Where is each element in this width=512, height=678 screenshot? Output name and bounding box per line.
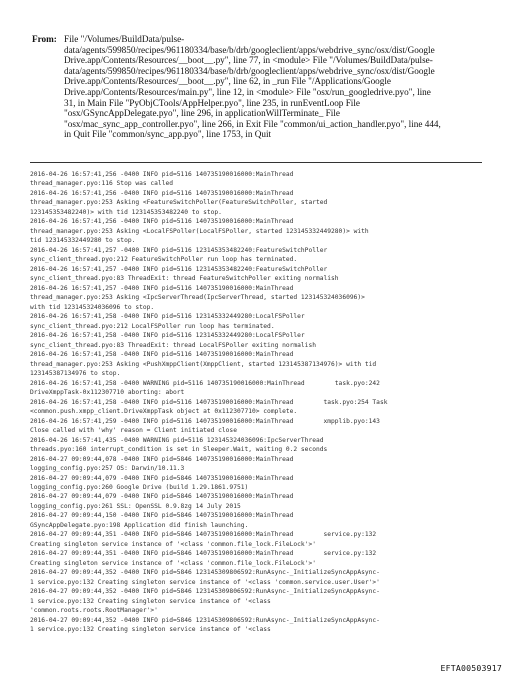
- from-value: File "/Volumes/BuildData/pulse- data/agents/599850/recipes/961180334/base/b/drb/googleclient/apps/webdrive_sync/osx/dist/Google Drive.app/Contents/Resources/__boot__.py", line 77, in <module> File "/Volumes/BuildData/pulse- data/agents/599850/recipes/961180334/base/b/drb/googleclient/apps/webdrive_sync/osx/dist/Google Drive.app/Contents/Resources/__boot__.py", line 62, in _run File "/Applications/Google Drive.app/Contents/Resources/main.py", line 12, in <module> File "osx/run_googledrive.pyo", line 31, in Main File "PyObjCTools/AppHelper.pyo", line 235, in runEventLoop File "osx/GSyncAppDelegate.pyo", line 296, in applicationWillTerminate_ File "osx/mac_sync_app_controller.pyo", line 266, in Exit File "common/ui_action_handler.pyo", line 444, in Quit File "common/sync_app.pyo", line 1753, in Quit: [64, 34, 441, 140]
- log-body: 2016-04-26 16:57:41,256 -0400 INFO pid=5116 140735190016000:MainThread thread_manager.pyo:116 Stop was called 2016-04-26 16:57:41,256 -0400 INFO pid=5116 140735190016000:MainThread thread_manager.pyo:253 Asking <FeatureSwitchPoller(FeatureSwitchPoller, started 123145353482240)> with tid 123145353482240 to stop. 2016-04-26 16:57:41,256 -0400 INFO pid=5116 140735190016000:MainThread thread_manager.pyo:253 Asking <LocalFSPoller(LocalFSPoller, started 123145332449280)> with tid 123145332449280 to stop. 2016-04-26 16:57:41,257 -0400 INFO pid=5116 123145353482240:FeatureSwitchPoller sync_client_thread.pyo:212 FeatureSwitchPoller run loop has terminated. 2016-04-26 16:57:41,257 -0400 INFO pid=5116 123145353482240:FeatureSwitchPoller sync_client_thread.pyo:83 ThreadExit: thread FeatureSwitchPoller exiting normalish 2016-04-26 16:57:41,257 -0400 INFO pid=5116 140735190016000:MainThread thread_manager.pyo:253 Asking <IpcServerThread(IpcServerThread, started 123145324036096)> with tid 123145324036096 to stop. 2016-04-26 16:57:41,258 -0400 INFO pid=5116 123145332449280:LocalFSPoller sync_client_thread.pyo:212 LocalFSPoller run loop has terminated. 2016-04-26 16:57:41,258 -0400 INFO pid=5116 123145332449280:LocalFSPoller sync_client_thread.pyo:83 ThreadExit: thread LocalFSPoller exiting normalish 2016-04-26 16:57:41,258 -0400 INFO pid=5116 140735190016000:MainThread thread_manager.pyo:253 Asking <PushXmppClient(XmppClient, started 123145387134976)> with tid 123145387134976 to stop. 2016-04-26 16:57:41,258 -0400 WARNING pid=5116 140735190016000:MainThread task.pyo:242 DriveXmppTask-0x112307710 aborting: abort 2016-04-26 16:57:41,258 -0400 INFO pid=5116 140735190016000:MainThread task.pyo:254 Task <common.push.xmpp_client.DriveXmppTask object at 0x112307710> complete. 2016-04-26 16:57:41,259 -0400 INFO pid=5116 140735190016000:MainThread xmpplib.pyo:143 Close called with 'why' reason = Client initiated close 2016-04-26 16:57:41,435 -0400 WARNING pid=5116 123145324036096:IpcServerThread threads.pyo:160 interrupt_condition is set in Sleeper.Wait, waiting 0.2 seconds 2016-04-27 09:09:44,078 -0400 INFO pid=5846 140735190016000:MainThread logging_config.pyo:257 OS: Darwin/10.11.3 2016-04-27 09:09:44,079 -0400 INFO pid=5846 140735190016000:MainThread logging_config.pyo:260 Google Drive (build 1.29.1861.9751) 2016-04-27 09:09:44,079 -0400 INFO pid=5846 140735190016000:MainThread logging_config.pyo:261 SSL: OpenSSL 0.9.8zg 14 July 2015 2016-04-27 09:09:44,150 -0400 INFO pid=5846 140735190016000:MainThread GSyncAppDelegate.pyo:198 Application did finish launching. 2016-04-27 09:09:44,351 -0400 INFO pid=5846 140735190016000:MainThread service.py:132 Creating singleton service instance of '<class 'common.file_lock.FileLock'>' 2016-04-27 09:09:44,351 -0400 INFO pid=5846 140735190016000:MainThread service.py:132 Creating singleton service instance of '<class 'common.file_lock.FileLock'>' 2016-04-27 09:09:44,352 -0400 INFO pid=5846 123145309806592:RunAsync-_InitializeSyncAppAsync- 1 service.pyo:132 Creating singleton service instance of '<class 'common.service.user.User'>' 2016-04-27 09:09:44,352 -0400 INFO pid=5846 123145309806592:RunAsync-_InitializeSyncAppAsync- 1 service.pyo:132 Creating singleton service instance of '<class 'common.roots.roots.RootManager'>' 2016-04-27 09:09:44,352 -0400 INFO pid=5846 123145309806592:RunAsync-_InitializeSyncAppAsync- 1 service.pyo:132 Creating singleton service instance of '<class: [30, 171, 388, 634]
- bates-number: EFTA00503917: [440, 663, 502, 673]
- header-divider: [30, 162, 482, 163]
- from-label: From:: [32, 34, 57, 44]
